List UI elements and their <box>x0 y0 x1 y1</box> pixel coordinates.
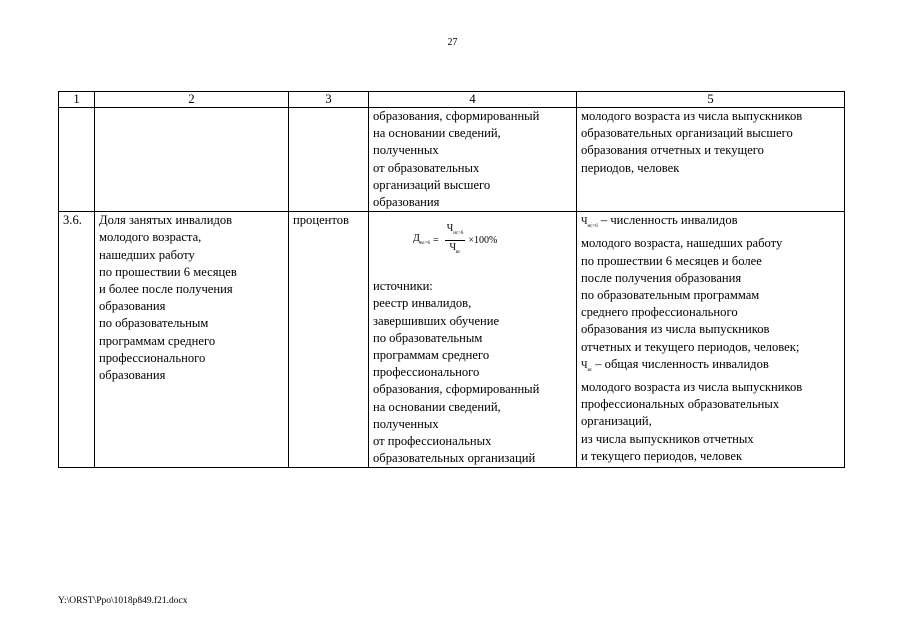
header-cell-3: 3 <box>289 92 369 108</box>
unit-of-measure: процентов <box>289 212 369 468</box>
page-number: 27 <box>447 37 458 48</box>
header-cell-4: 4 <box>369 92 577 108</box>
cont-cell-3 <box>289 108 369 212</box>
cont-cell-2 <box>95 108 289 212</box>
formula-equals: = <box>433 235 439 247</box>
header-row <box>59 92 845 108</box>
continuation-row <box>59 108 845 212</box>
formula-multiplier: ×100% <box>468 235 498 247</box>
formula <box>413 222 497 259</box>
formula-denominator: $Ч_{вс}$ <box>449 242 461 256</box>
header-cell-5: 5 <box>577 92 845 108</box>
row-number: 3.6. <box>59 212 95 468</box>
sources-text: источники: реестр инвалидов, завершивших обучение по образовательным программам среднего профессионального образования, сформированный на основании сведений, полученных от профессиональных образовательных организаций <box>373 279 540 466</box>
table-row <box>59 212 845 468</box>
formula-numerator: $Ч_{нс>6}$ <box>445 222 466 241</box>
file-path-footer: Y:\ORST\Ppo\1018p849.f21.docx <box>58 596 188 606</box>
definition-2-variable: $Ч_{вс}$ <box>581 359 593 373</box>
indicator-name: Доля занятых инвалидов молодого возраста, нашедших работу по прошествии 6 месяцев и более после получения образования по образовательным программам среднего профессионального образования <box>95 212 289 468</box>
formula-area <box>373 212 572 278</box>
definition-2-text: молодого возраста из числа выпускников профессиональных образовательных организаций, из числа выпускников отчетных и текущего периодов, человек <box>581 380 803 463</box>
definition-1-variable: $Ч_{нс>6}$ <box>581 216 598 230</box>
indicator-table <box>58 91 845 468</box>
definitions-cell <box>577 212 845 468</box>
definition-1-first-line: $Ч_{нс>6}$ – численность инвалидов <box>581 213 738 230</box>
formula-fraction <box>445 222 466 259</box>
header-cell-1: 1 <box>59 92 95 108</box>
formula-lhs: $Д_{нс>6}$ <box>413 232 431 246</box>
definition-2-first-line: $Ч_{вс}$ – общая численность инвалидов <box>581 356 769 373</box>
header-cell-2: 2 <box>95 92 289 108</box>
definition-1-text: молодого возраста, нашедших работу по прошествии 6 месяцев и более после получения образования по образовательным программам среднего профессионального образования из числа выпускников отчетных и текущего периодов, человек; <box>581 236 800 354</box>
calculation-cell <box>369 212 577 468</box>
cont-sources-text: образования, сформированный на основании сведений, полученных от образовательных организаций высшего образования <box>369 108 577 212</box>
cont-cell-1 <box>59 108 95 212</box>
cont-definition-text: молодого возраста из числа выпускников образовательных организаций высшего образования отчетных и текущего периодов, человек <box>577 108 845 212</box>
